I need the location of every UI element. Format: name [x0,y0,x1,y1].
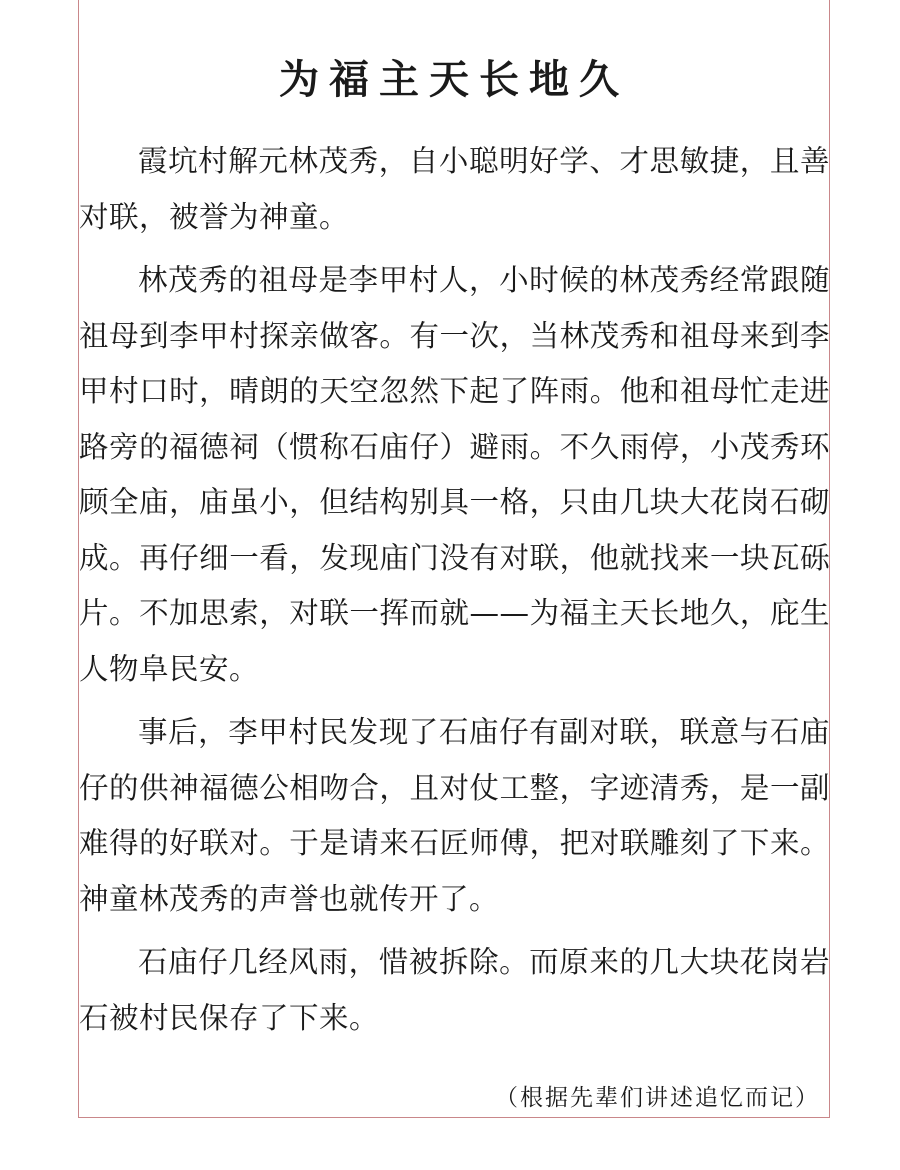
paragraph-2: 林茂秀的祖母是李甲村人，小时候的林茂秀经常跟随祖母到李甲村探亲做客。有一次，当林茂秀和祖母来到李甲村口时，晴朗的天空忽然下起了阵雨。他和祖母忙走进路旁的福德祠（惯称石庙仔）避雨。不久雨停，小茂秀环顾全庙，庙虽小，但结构别具一格，只由几块大花岗石砌成。再仔细一看，发现庙门没有对联，他就找来一块瓦砾片。不加思索，对联一挥而就——为福主天长地久，庇生人物阜民安。 [79,263,830,686]
source-note: （根据先辈们讲述追忆而记） [495,1085,820,1111]
paragraph-3: 事后，李甲村民发现了石庙仔有副对联，联意与石庙仔的供神福德公相吻合，且对仗工整，字迹清秀，是一副难得的好联对。于是请来石匠师傅，把对联雕刻了下来。神童林茂秀的声誉也就传开了。 [79,715,830,916]
paragraph-4: 石庙仔几经风雨，惜被拆除。而原来的几大块花岗岩石被村民保存了下来。 [79,945,830,1035]
article-body [79,134,830,1046]
paragraph-1: 霞坑村解元林茂秀，自小聪明好学、才思敏捷，且善对联，被誉为神童。 [79,144,830,234]
article-title: 为福主天长地久 [279,56,629,103]
